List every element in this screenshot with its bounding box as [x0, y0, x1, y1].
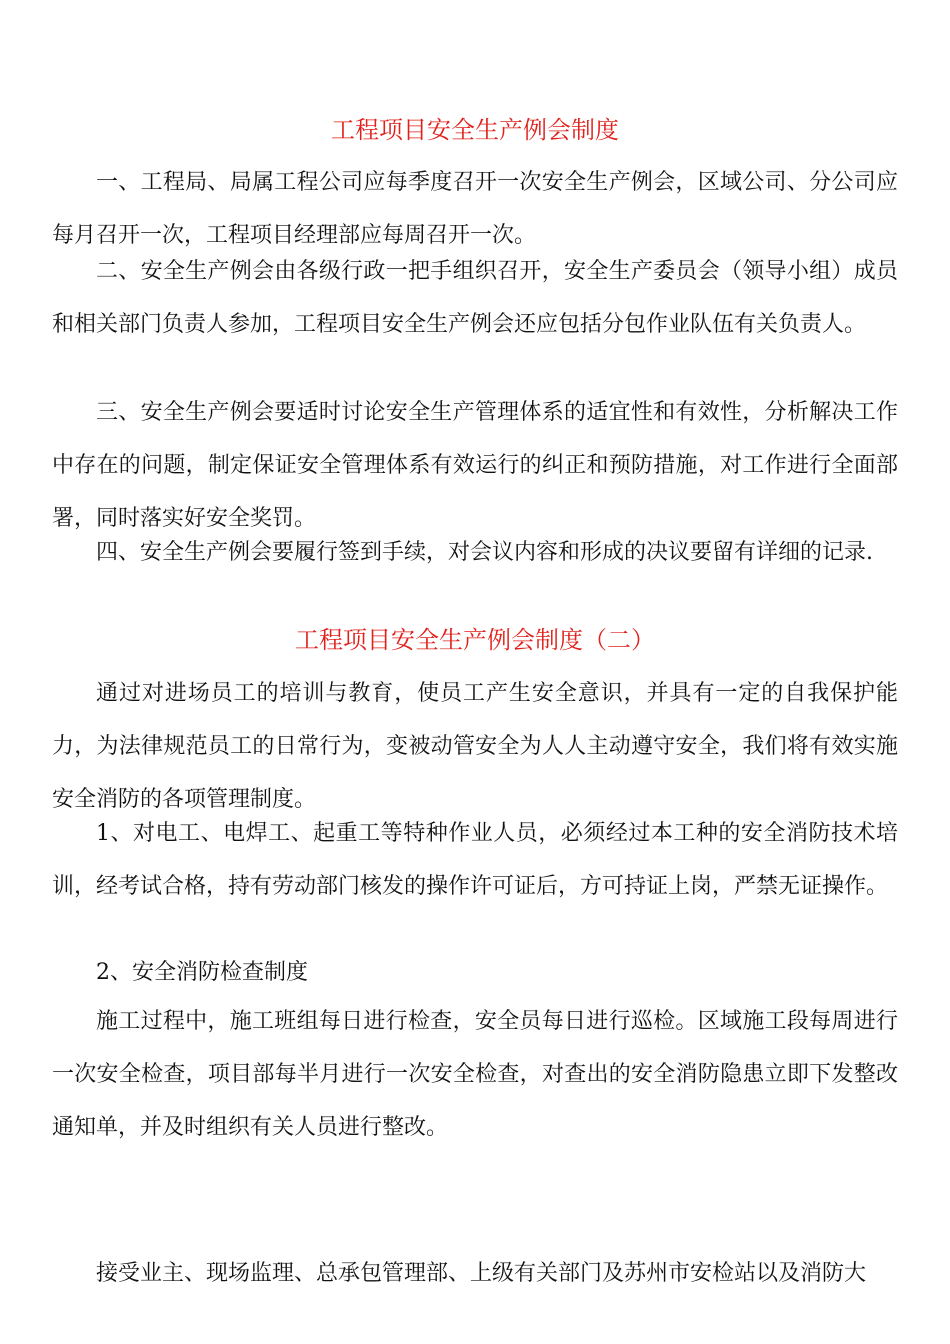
- paragraph-8: 施工过程中，施工班组每日进行检查，安全员每日进行巡检。区域施工段每周进行一次安全检查，项目部每半月进行一次安全检查，对查出的安全消防隐患立即下发整改通知单，并及时组织有关人员进行整改。: [52, 1009, 898, 1140]
- paragraph-1: 一、工程局、局属工程公司应每季度召开一次安全生产例会，区域公司、分公司应每月召开一次，工程项目经理部应每周召开一次。: [52, 170, 898, 248]
- document-title: 工程项目安全生产例会制度: [331, 116, 619, 144]
- paragraph-4: 四、安全生产例会要履行签到手续，对会议内容和形成的决议要留有详细的记录.: [96, 540, 873, 565]
- paragraph-7: 2、安全消防检查制度: [96, 960, 308, 985]
- paragraph-9: 接受业主、现场监理、总承包管理部、上级有关部门及苏州市安检站以及消防大: [96, 1261, 867, 1286]
- paragraph-3: 三、安全生产例会要适时讨论安全生产管理体系的适宜性和有效性，分析解决工作中存在的问题，制定保证安全管理体系有效运行的纠正和预防措施，对工作进行全面部署，同时落实好安全奖罚。: [52, 400, 898, 531]
- document-subtitle: 工程项目安全生产例会制度（二）: [295, 626, 655, 654]
- paragraph-2: 二、安全生产例会由各级行政一把手组织召开，安全生产委员会（领导小组）成员和相关部门负责人参加，工程项目安全生产例会还应包括分包作业队伍有关负责人。: [52, 259, 898, 337]
- paragraph-6: 1、对电工、电焊工、起重工等特种作业人员，必须经过本工种的安全消防技术培训，经考试合格，持有劳动部门核发的操作许可证后，方可持证上岗，严禁无证操作。: [52, 821, 898, 899]
- paragraph-5: 通过对进场员工的培训与教育，使员工产生安全意识，并具有一定的自我保护能力，为法律规范员工的日常行为，变被动管安全为人人主动遵守安全，我们将有效实施安全消防的各项管理制度。: [52, 681, 898, 812]
